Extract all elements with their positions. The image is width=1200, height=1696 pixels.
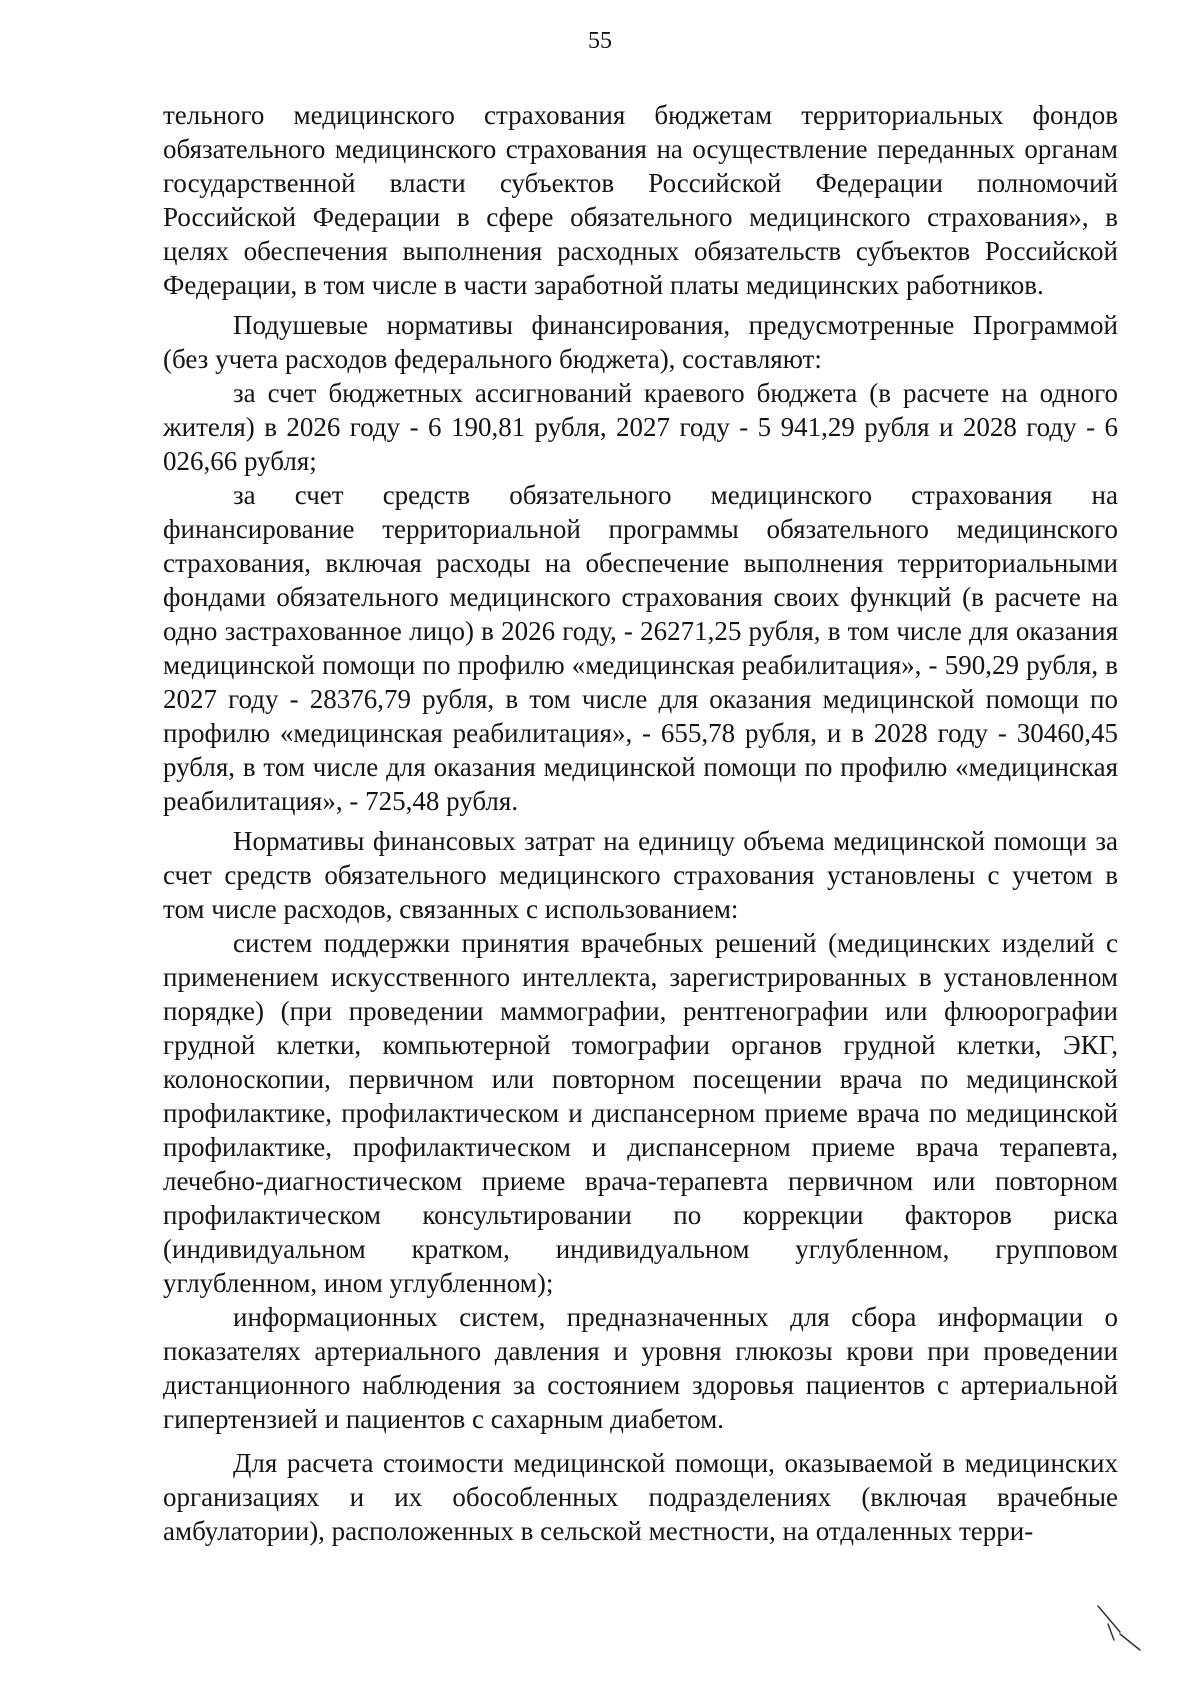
paragraph-per-capita-norms: Подушевые нормативы финансирования, предусмотренные Программой (без учета расходов федерального бюджета), составляют: <box>163 310 1118 374</box>
page-number: 55 <box>588 28 612 54</box>
paragraph-continuation: тельного медицинского страхования бюджетам территориальных фондов обязательного медицинского страхования на осуществление переданных органам государственной власти субъектов Российской Федерации полномочий Российской Федерации в сфере обязательного медицинского страхования», в целях обеспечения выполнения расходных обязательств субъектов Российской Федерации, в том числе в части заработной платы медицинских работников. <box>163 100 1118 300</box>
paragraph-oms-funds: за счет средств обязательного медицинского страхования на финансирование территориальной программы обязательного медицинского страхования, включая расходы на обеспечение выполнения территориальными фондами обязательного медицинского страхования своих функций (в расчете на одно застрахованное лицо) в 2026 году, - 26271,25 рубля, в том числе для оказания медицинской помощи по профилю «медицинская реабилитация», - 590,29 рубля, в 2027 году - 28376,79 рубля, в том числе для оказания медицинской помощи по профилю «медицинская реабилитация», - 655,78 рубля, и в 2028 году - 30460,45 рубля, в том числе для оказания медицинской помощи по профилю «медицинская реабилитация», - 725,48 рубля. <box>163 480 1118 816</box>
paragraph-information-systems: информационных систем, предназначенных для сбора информации о показателях артериального давления и уровня глюкозы крови при проведении дистанционного наблюдения за состоянием здоровья пациентов с артериальной гипертензией и пациентов с сахарным диабетом. <box>163 1302 1118 1434</box>
paragraph-rural-cost: Для расчета стоимости медицинской помощи, оказываемой в медицинских организациях и их обособленных подразделениях (включая врачебные амбулатории), расположенных в сельской местности, на отдаленных терри- <box>163 1448 1118 1546</box>
document-body <box>163 98 1118 1548</box>
paragraph-decision-support-systems: систем поддержки принятия врачебных решений (медицинских изделий с применением искусственного интеллекта, зарегистрированных в установленном порядке) (при проведении маммографии, рентгенографии или флюорографии грудной клетки, компьютерной томографии органов грудной клетки, ЭКГ, колоноскопии, первичном или повторном посещении врача по медицинской профилактике, профилактическом и диспансерном приеме врача по медицинской профилактике, профилактическом и диспансерном приеме врача терапевта, лечебно-диагностическом приеме врача-терапевта первичном или повторном профилактическом консультировании по коррекции факторов риска (индивидуальном кратком, индивидуальном углубленном, групповом углубленном, ином углубленном); <box>163 928 1118 1298</box>
paragraph-cost-norms: Нормативы финансовых затрат на единицу объема медицинской помощи за счет средств обязательного медицинского страхования установлены с учетом в том числе расходов, связанных с использованием: <box>163 826 1118 924</box>
pen-mark-icon <box>1090 1600 1150 1660</box>
paragraph-regional-budget: за счет бюджетных ассигнований краевого бюджета (в расчете на одного жителя) в 2026 году - 6 190,81 рубля, 2027 году - 5 941,29 рубля и 2028 году - 6 026,66 рубля; <box>163 378 1118 476</box>
